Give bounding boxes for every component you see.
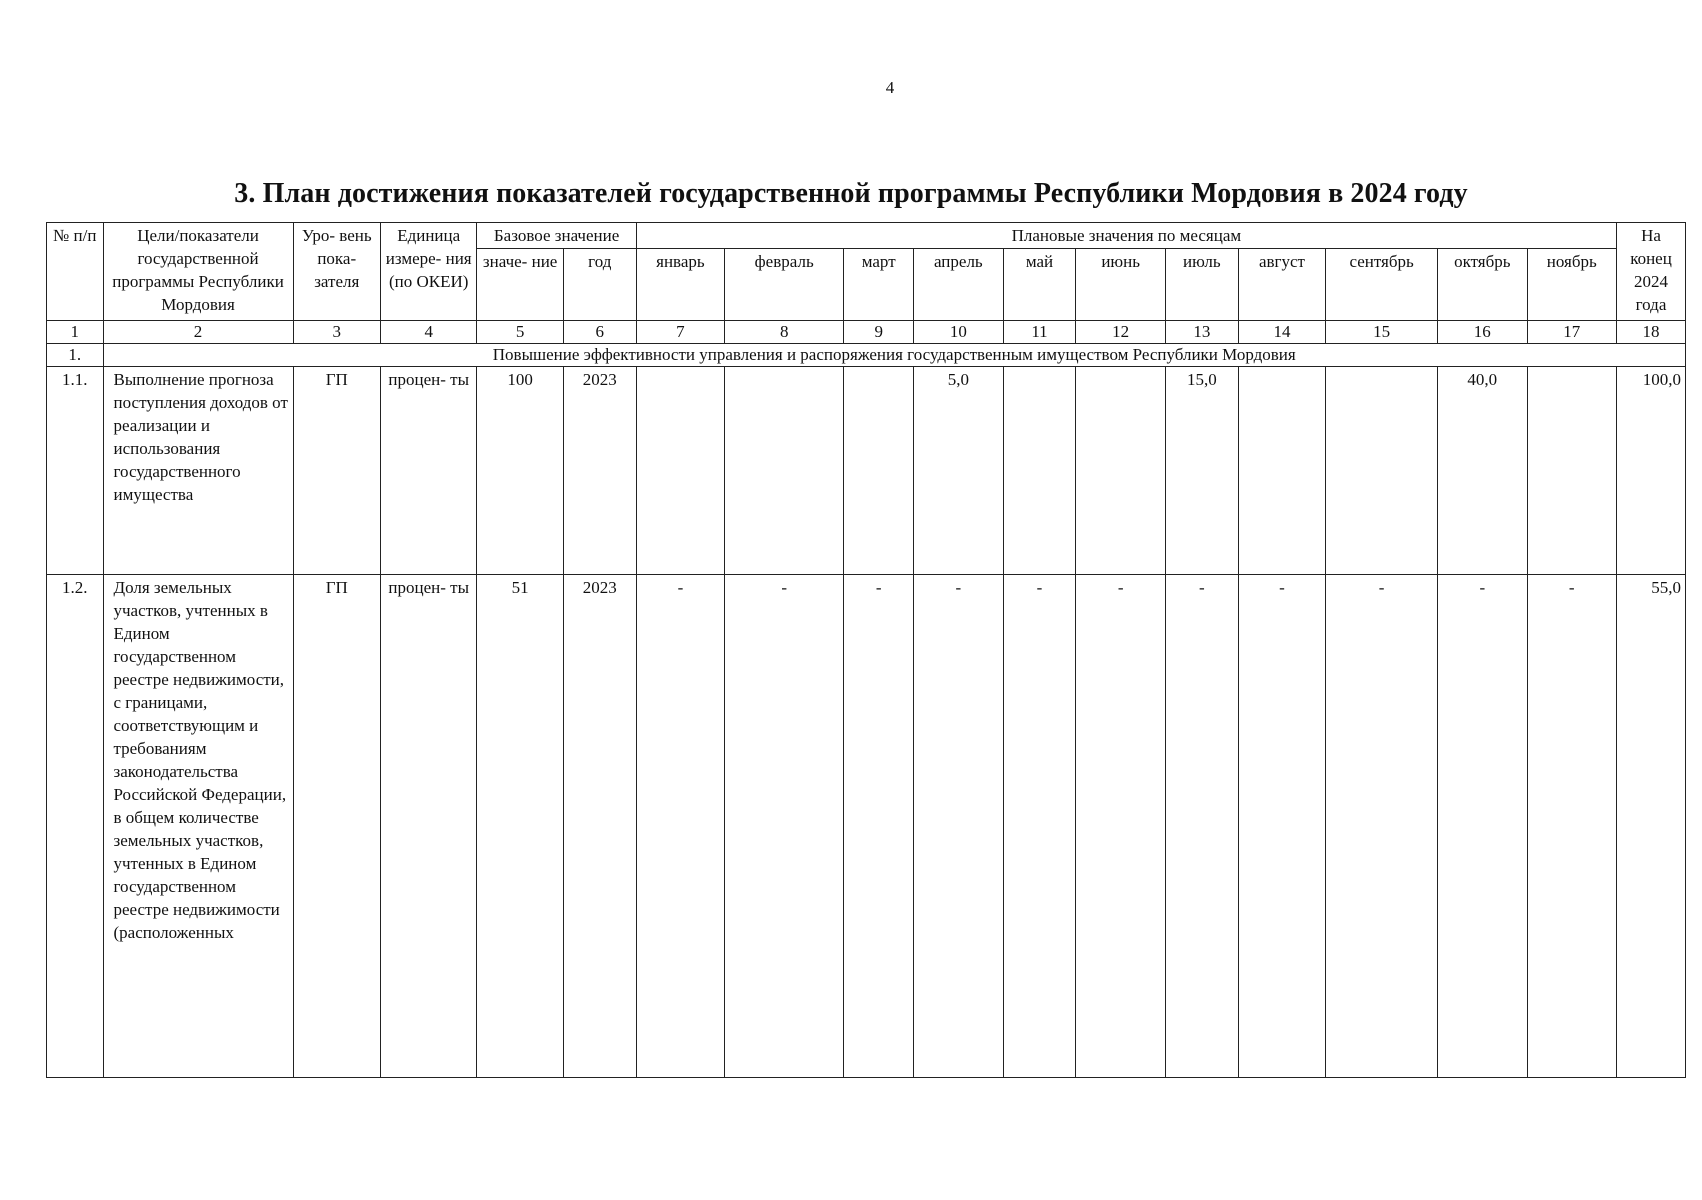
header-month: март — [844, 249, 914, 321]
month-value: - — [725, 575, 844, 1078]
document-title: 3. План достижения показателей государственной программы Республики Мордовия в 2024 году — [234, 178, 1468, 209]
header-level: Уро- вень пока- зателя — [293, 223, 380, 321]
column-number-row — [47, 321, 1686, 344]
header-month: август — [1238, 249, 1325, 321]
column-number: 14 — [1238, 321, 1325, 344]
indicator-unit: процен- ты — [380, 575, 477, 1078]
column-number: 11 — [1003, 321, 1076, 344]
base-value: 100 — [477, 367, 563, 575]
column-number: 3 — [293, 321, 380, 344]
indicators-plan-table — [46, 222, 1686, 1078]
month-value: 15,0 — [1165, 367, 1238, 575]
month-value: - — [844, 575, 914, 1078]
month-value — [1326, 367, 1438, 575]
header-month: сентябрь — [1326, 249, 1438, 321]
month-value — [1527, 367, 1617, 575]
header-num: № п/п — [47, 223, 104, 321]
indicator-level: ГП — [293, 367, 380, 575]
month-value — [1003, 367, 1076, 575]
month-value: - — [1003, 575, 1076, 1078]
column-number: 15 — [1326, 321, 1438, 344]
column-number: 9 — [844, 321, 914, 344]
column-number: 13 — [1165, 321, 1238, 344]
section-num: 1. — [47, 344, 104, 367]
header-base-year: год — [563, 249, 636, 321]
header-end: На конец 2024 года — [1617, 223, 1686, 321]
header-month: июль — [1165, 249, 1238, 321]
end-value: 55,0 — [1617, 575, 1686, 1078]
header-base: Базовое значение — [477, 223, 636, 249]
month-value — [636, 367, 724, 575]
column-number: 7 — [636, 321, 724, 344]
table-row — [47, 367, 1686, 575]
base-value: 51 — [477, 575, 563, 1078]
header-row-1 — [47, 223, 1686, 249]
column-number: 1 — [47, 321, 104, 344]
column-number: 16 — [1438, 321, 1527, 344]
month-value — [1238, 367, 1325, 575]
row-num: 1.2. — [47, 575, 104, 1078]
month-value — [844, 367, 914, 575]
header-monthly: Плановые значения по месяцам — [636, 223, 1616, 249]
header-goals: Цели/показатели государственной программы Республики Мордовия — [103, 223, 293, 321]
month-value: 5,0 — [914, 367, 1003, 575]
month-value — [725, 367, 844, 575]
column-number: 5 — [477, 321, 563, 344]
header-month: январь — [636, 249, 724, 321]
header-base-value: значе- ние — [477, 249, 563, 321]
end-value: 100,0 — [1617, 367, 1686, 575]
column-number: 2 — [103, 321, 293, 344]
month-value: - — [1438, 575, 1527, 1078]
month-value: - — [636, 575, 724, 1078]
indicator-name: Доля земельных участков, учтенных в Едином государственном реестре недвижимости, с границами, соответствующим и требованиям законодательства Российской Федерации, в общем количестве земельных участков, учтенных в Едином государственном реестре недвижимости (расположенных — [103, 575, 293, 1078]
indicator-level: ГП — [293, 575, 380, 1078]
header-month: февраль — [725, 249, 844, 321]
month-value: - — [1326, 575, 1438, 1078]
month-value: - — [1527, 575, 1617, 1078]
column-number: 6 — [563, 321, 636, 344]
base-year: 2023 — [563, 367, 636, 575]
table-row — [47, 575, 1686, 1078]
month-value: - — [1165, 575, 1238, 1078]
header-month: июнь — [1076, 249, 1165, 321]
column-number: 10 — [914, 321, 1003, 344]
month-value: 40,0 — [1438, 367, 1527, 575]
month-value: - — [1076, 575, 1165, 1078]
header-month: октябрь — [1438, 249, 1527, 321]
month-value: - — [914, 575, 1003, 1078]
page-number: 4 — [885, 78, 895, 97]
header-month: ноябрь — [1527, 249, 1617, 321]
section-title: Повышение эффективности управления и распоряжения государственным имуществом Республики Мордовия — [103, 344, 1686, 367]
indicator-name: Выполнение прогноза поступления доходов от реализации и использования государственного имущества — [103, 367, 293, 575]
column-number: 18 — [1617, 321, 1686, 344]
month-value — [1076, 367, 1165, 575]
header-month: апрель — [914, 249, 1003, 321]
section-row — [47, 344, 1686, 367]
indicator-unit: процен- ты — [380, 367, 477, 575]
header-month: май — [1003, 249, 1076, 321]
column-number: 12 — [1076, 321, 1165, 344]
header-unit: Единица измере- ния (по ОКЕИ) — [380, 223, 477, 321]
row-num: 1.1. — [47, 367, 104, 575]
base-year: 2023 — [563, 575, 636, 1078]
month-value: - — [1238, 575, 1325, 1078]
column-number: 8 — [725, 321, 844, 344]
column-number: 17 — [1527, 321, 1617, 344]
column-number: 4 — [380, 321, 477, 344]
